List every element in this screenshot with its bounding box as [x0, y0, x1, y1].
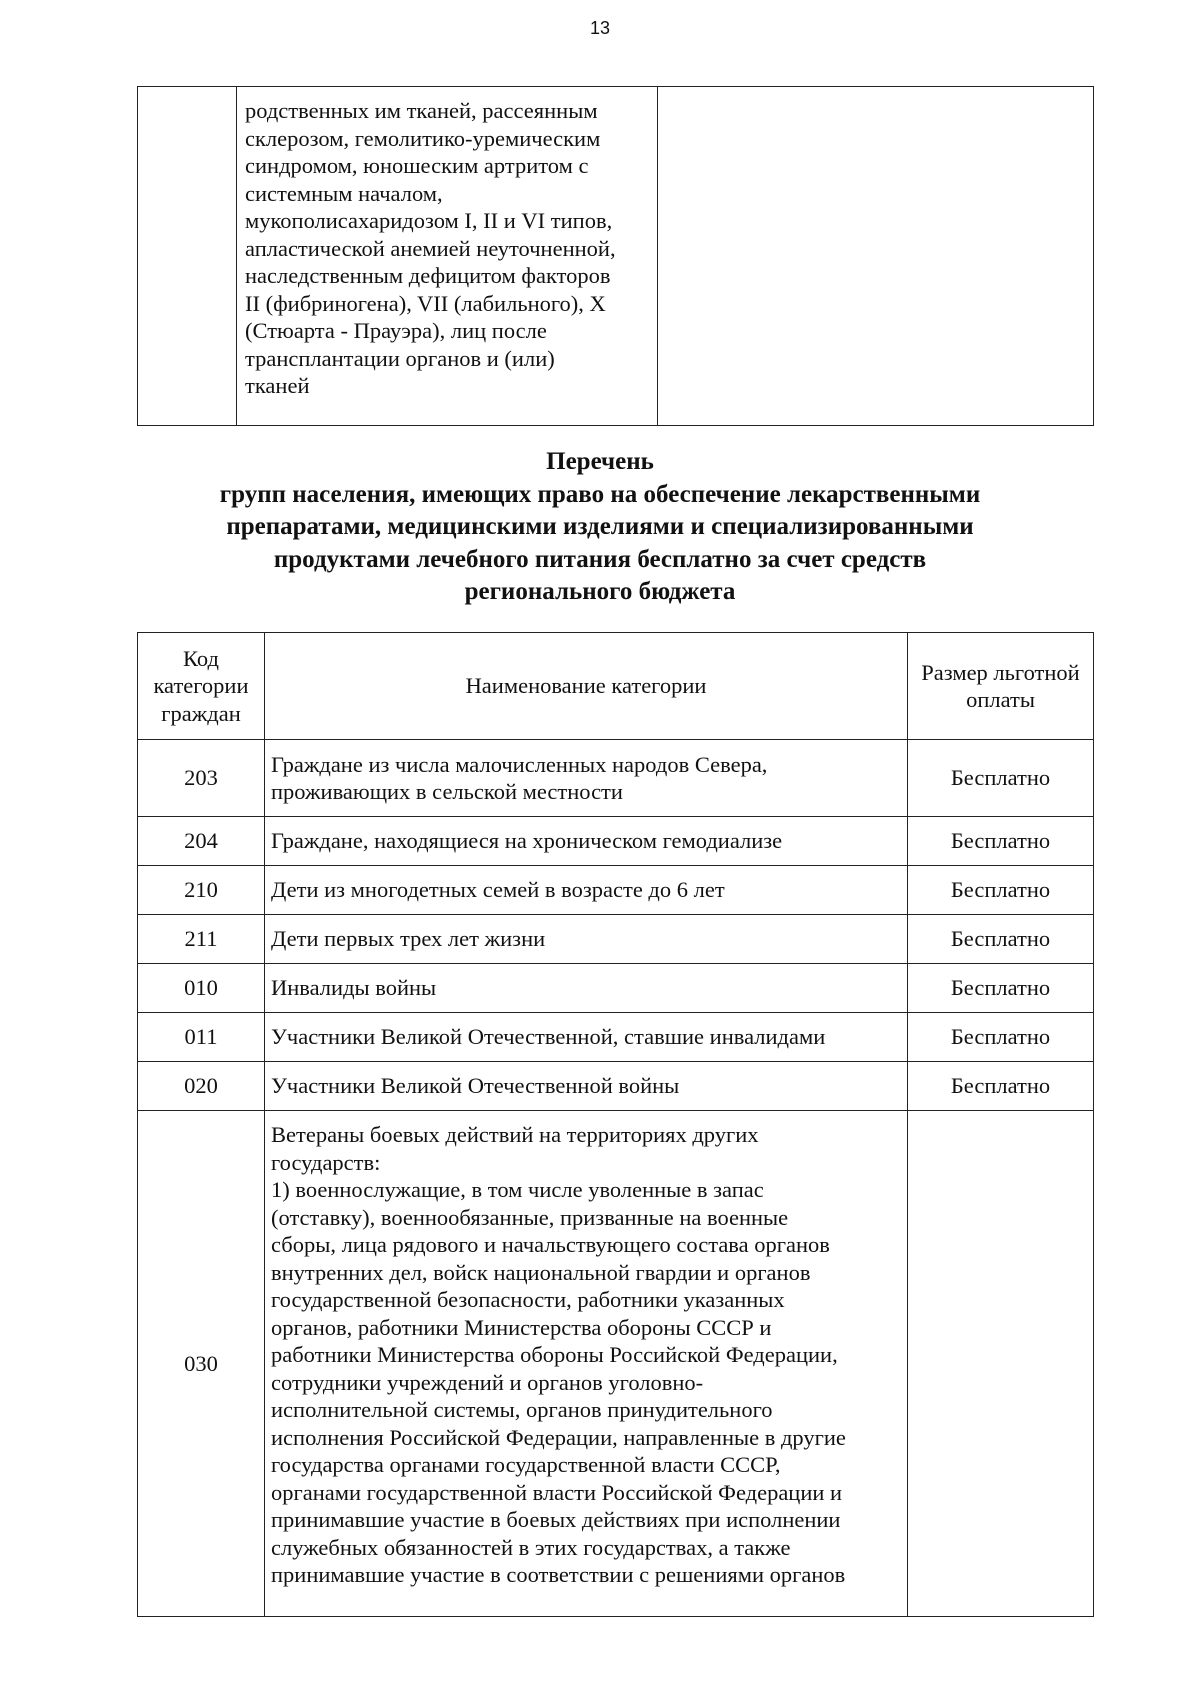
title-line: регионального бюджета — [464, 578, 736, 605]
row-payment: Бесплатно — [908, 817, 1094, 866]
table-row — [138, 1062, 1094, 1111]
page-number: 13 — [589, 18, 611, 38]
title-line: Перечень — [546, 448, 654, 475]
row-name: Участники Великой Отечественной, ставшие инвалидами — [265, 1013, 908, 1062]
document-title — [0, 446, 1200, 609]
continuation-code-cell — [138, 87, 237, 426]
row-payment: Бесплатно — [908, 915, 1094, 964]
title-line: продуктами лечебного питания бесплатно за счет средств — [273, 545, 927, 573]
table-row — [138, 915, 1094, 964]
table-row — [138, 964, 1094, 1013]
table-row — [138, 866, 1094, 915]
table-row — [138, 1013, 1094, 1062]
header-payment: Размер льготной оплаты — [908, 633, 1094, 740]
row-payment: Бесплатно — [908, 866, 1094, 915]
row-code: 020 — [138, 1062, 265, 1111]
row-name: Дети из многодетных семей в возрасте до 6 лет — [265, 866, 908, 915]
row-code: 211 — [138, 915, 265, 964]
row-payment: Бесплатно — [908, 1013, 1094, 1062]
row-code: 204 — [138, 817, 265, 866]
continuation-row — [138, 87, 1094, 426]
continuation-text: родственных им тканей, рассеянным склерозом, гемолитико-уремическим синдромом, юношеским артритом с системным началом, мукополисахаридозом I, II и VI типов, апластической анемией неуточненной, наследственным дефицитом факторов II (фибриногена), VII (лабильного), X (Стюарта - Прауэра), лиц после трансплантации органов и (или) тканей — [237, 87, 658, 426]
header-code: Код категории граждан — [138, 633, 265, 740]
row-payment: Бесплатно — [908, 740, 1094, 817]
title-line: групп населения, имеющих право на обеспечение лекарственными — [219, 480, 981, 508]
row-name: Участники Великой Отечественной войны — [265, 1062, 908, 1111]
row-name: Ветераны боевых действий на территориях других государств: 1) военнослужащие, в том числе уволенные в запас (отставку), военнообязанные, призванные на военные сборы, лица рядового и начальствующего состава органов внутренних дел, войск национальной гвардии и органов государственной безопасности, работники указанных органов, работники Министерства обороны СССР и работники Министерства обороны Российской Федерации, сотрудники учреждений и органов уголовно- исполнительной системы, органов принудительного исполнения Российской Федерации, направленные в другие государства органами государственной власти СССР, органами государственной власти Российской Федерации и принимавшие участие в боевых действиях при исполнении служебных обязанностей в этих государствах, а также принимавшие участие в соответствии с решениями органов — [265, 1111, 908, 1617]
row-name: Граждане, находящиеся на хроническом гемодиализе — [265, 817, 908, 866]
categories-table — [137, 632, 1094, 1617]
row-code: 203 — [138, 740, 265, 817]
continuation-table — [137, 86, 1094, 426]
header-name: Наименование категории — [265, 633, 908, 740]
table-row — [138, 817, 1094, 866]
row-code: 210 — [138, 866, 265, 915]
row-code: 030 — [138, 1111, 265, 1617]
row-name: Инвалиды войны — [265, 964, 908, 1013]
row-code: 011 — [138, 1013, 265, 1062]
row-payment — [908, 1111, 1094, 1617]
row-payment: Бесплатно — [908, 964, 1094, 1013]
row-name: Дети первых трех лет жизни — [265, 915, 908, 964]
row-code: 010 — [138, 964, 265, 1013]
table-header-row — [138, 633, 1094, 740]
continuation-payment-cell — [658, 87, 1094, 426]
title-line: препаратами, медицинскими изделиями и специализированными — [226, 513, 974, 540]
table-row — [138, 1111, 1094, 1617]
table-row — [138, 740, 1094, 817]
row-payment: Бесплатно — [908, 1062, 1094, 1111]
row-name: Граждане из числа малочисленных народов Севера, проживающих в сельской местности — [265, 740, 908, 817]
